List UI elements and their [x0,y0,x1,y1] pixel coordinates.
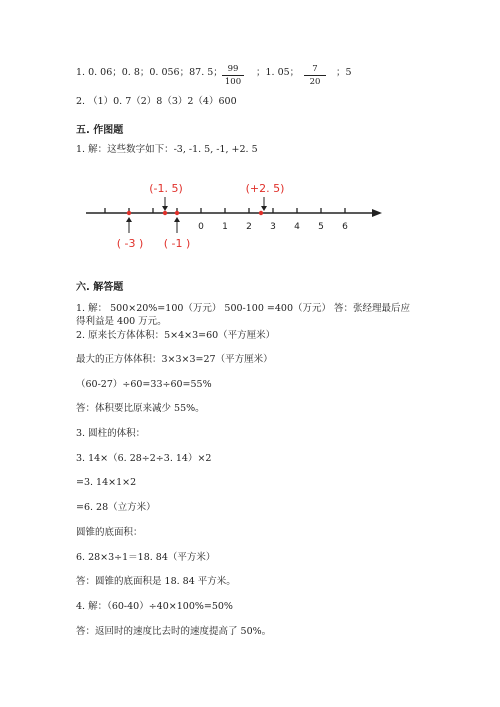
tick-label-2: 2 [246,222,252,232]
answer-line: 答：圆锥的底面积是 18. 84 平方米。 [76,576,236,587]
tick-label-4: 4 [294,222,300,232]
point-marker-neg1 [175,211,179,215]
arrow-up-icon [126,217,132,222]
answer-line: 1. 解： 500×20%=100（万元） 500-100 =400（万元） 答：张经理最后应 [76,303,411,314]
fraction-7-20 [304,64,326,87]
answer-line: 得利益是 400 万元。 [76,316,167,327]
section-five-q1: 1. 解：这些数字如下：-3, -1. 5, -1, +2. 5 [76,144,258,155]
fraction-numerator: 7 [304,64,326,76]
label-pos2-5: (+2. 5) [245,182,285,195]
fraction-99-100 [222,64,244,87]
number-line-figure [0,173,500,263]
answer-line: 3. 圆柱的体积： [76,428,146,439]
answer-line: 3. 14×（6. 28÷2÷3. 14）×2 [76,453,212,464]
answer-line: 2. 原来长方体体积：5×4×3=60（平方厘米） [76,330,276,341]
answer-line: 4. 解：（60-40）÷40×100%=50% [76,601,233,612]
answer-line: =3. 14×1×2 [76,477,137,488]
fraction-numerator: 99 [222,64,244,76]
q1-answer-part2: ；1. 05； [256,67,300,78]
point-marker-pos2-5 [259,211,263,215]
number-line-arrow-icon [372,209,382,217]
section-six-title: 六. 解答题 [76,282,124,293]
tick-label-0: 0 [198,222,204,232]
q2-answer: 2. （1）0. 7（2）8（3）2（4）600 [76,96,237,107]
label-neg1-5: (-1. 5) [149,182,183,195]
point-marker-neg3 [127,211,131,215]
section-five-title: 五. 作图题 [76,125,124,136]
answer-line: =6. 28（立方米） [76,502,156,513]
answer-line: 圆锥的底面积： [76,527,143,538]
arrow-down-icon [261,206,267,211]
label-neg1: ( -1 ) [163,237,191,250]
label-neg3: ( -3 ) [116,237,144,250]
q1-answer-part3: ；5 [336,67,352,78]
answer-line: 答：体积要比原来减少 55%。 [76,403,205,414]
fraction-denominator: 20 [309,77,321,87]
fraction-denominator: 100 [224,77,242,87]
tick-label-1: 1 [222,222,228,232]
point-marker-neg1-5 [163,211,167,215]
tick-label-5: 5 [318,222,324,232]
arrow-down-icon [162,206,168,211]
answer-line: 答：返回时的速度比去时的速度提高了 50%。 [76,626,272,637]
answer-line: 最大的正方体体积：3×3×3=27（平方厘米） [76,354,273,365]
tick-label-3: 3 [270,222,276,232]
q1-answer-part1: 1. 0. 06；0. 8；0. 056；87. 5； [76,67,223,78]
arrow-up-icon [174,217,180,222]
answer-line: （60-27）÷60=33÷60=55% [76,379,212,390]
answer-line: 6. 28×3÷1＝18. 84（平方米） [76,552,216,563]
tick-label-6: 6 [342,222,348,232]
